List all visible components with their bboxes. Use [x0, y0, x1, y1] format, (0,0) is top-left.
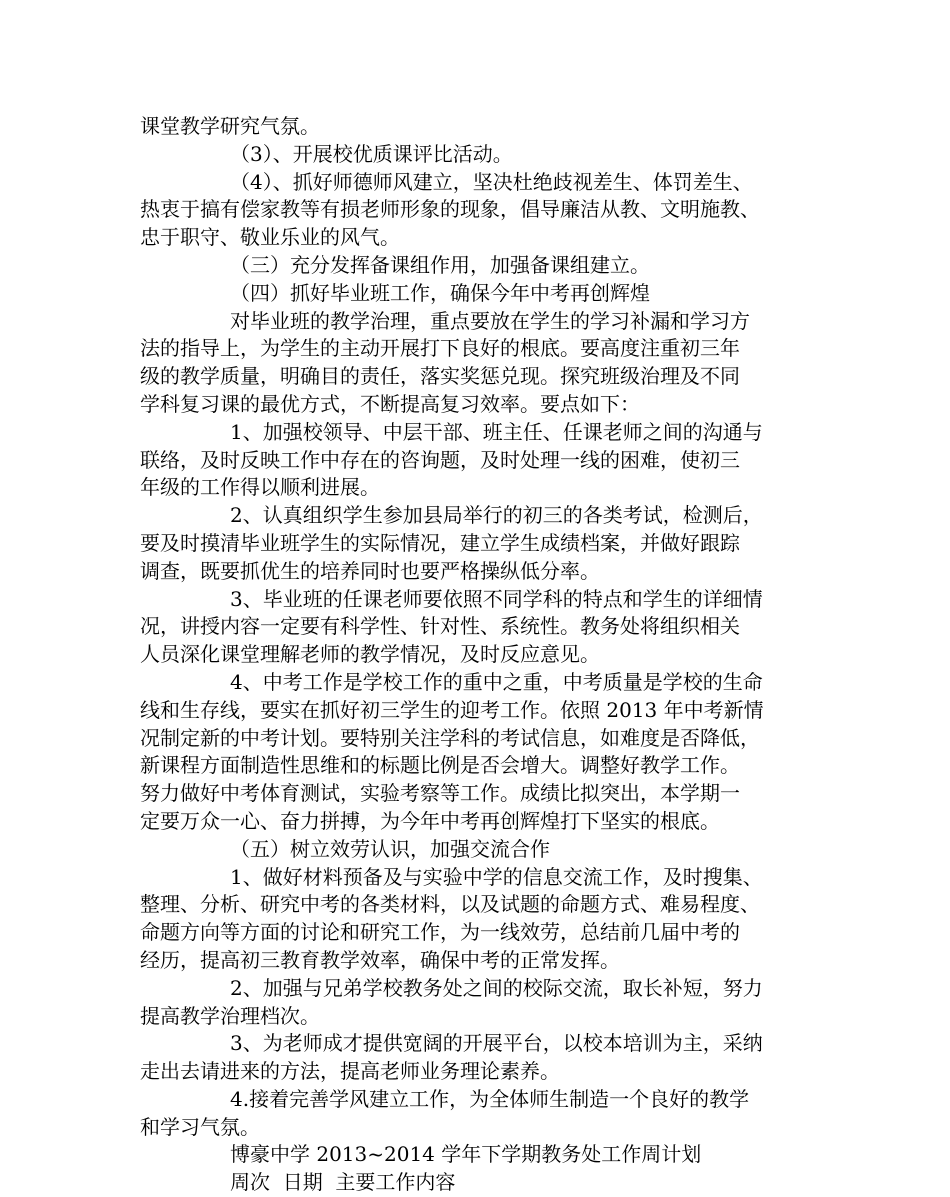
paragraph-line: （五）树立效劳认识，加强交流合作	[230, 836, 550, 861]
paragraph-line: 定要万众一心、奋力拼搏，为今年中考再创辉煌打下坚实的根底。	[140, 808, 720, 833]
paragraph-line: 法的指导上，为学生的主动开展打下良好的根底。要高度注重初三年	[140, 336, 740, 361]
paragraph-line: 忠于职守、敬业乐业的风气。	[140, 225, 400, 250]
paragraph-line: 命题方向等方面的讨论和研究工作，为一线效劳，总结前几届中考的	[140, 920, 740, 945]
paragraph-line: 况，讲授内容一定要有科学性、针对性、系统性。教务处将组织相关	[140, 614, 740, 639]
paragraph-line: 走出去请进来的方法，提高老师业务理论素养。	[140, 1059, 560, 1084]
paragraph-line: 学科复习课的最优方式，不断提高复习效率。要点如下：	[140, 391, 640, 416]
paragraph-line: 人员深化课堂理解老师的教学情况，及时反应意见。	[140, 642, 600, 667]
paragraph-line: 对毕业班的教学治理，重点要放在学生的学习补漏和学习方	[230, 308, 750, 333]
paragraph-line: 课堂教学研究气氛。	[140, 114, 320, 138]
paragraph-line: 2、加强与兄弟学校教务处之间的校际交流，取长补短，努力	[230, 975, 763, 1000]
paragraph-line: 整理、分析、研究中考的各类材料，以及试题的命题方式、难易程度、	[140, 892, 760, 917]
paragraph-line: 努力做好中考体育测试，实验考察等工作。成绩比拟突出，本学期一	[140, 781, 740, 806]
paragraph-line: 热衷于搞有偿家教等有损老师形象的现象，倡导廉洁从教、文明施教、	[140, 197, 760, 222]
paragraph-line: 年级的工作得以顺利进展。	[140, 475, 380, 500]
weekly-plan-table-header: 周次 日期 主要工作内容	[230, 1170, 456, 1195]
paragraph-line: 要及时摸清毕业班学生的实际情况，建立学生成绩档案，并做好跟踪	[140, 530, 740, 555]
paragraph-line: 经历，提高初三教育教学效率，确保中考的正常发挥。	[140, 947, 620, 972]
paragraph-line: 调查，既要抓优生的培养同时也要严格操纵低分率。	[140, 558, 600, 583]
paragraph-line: 4、中考工作是学校工作的重中之重，中考质量是学校的生命	[230, 669, 763, 694]
paragraph-line: （三）充分发挥备课组作用，加强备课组建立。	[230, 252, 650, 277]
paragraph-line: 和学习气氛。	[140, 1114, 260, 1139]
paragraph-line: 新课程方面制造性思维和的标题比例是否会增大。调整好教学工作。	[140, 753, 740, 778]
paragraph-line: 1、做好材料预备及与实验中学的信息交流工作，及时搜集、	[230, 864, 763, 889]
paragraph-line: （四）抓好毕业班工作，确保今年中考再创辉煌	[230, 280, 650, 305]
paragraph-line: 4.接着完善学风建立工作，为全体师生制造一个良好的教学	[230, 1086, 750, 1111]
paragraph-line: 联络，及时反映工作中存在的咨询题，及时处理一线的困难，使初三	[140, 447, 740, 472]
paragraph-line: 级的教学质量，明确目的责任，落实奖惩兑现。探究班级治理及不同	[140, 364, 740, 389]
document-body	[140, 113, 830, 1197]
paragraph-line: 提高教学治理档次。	[140, 1003, 320, 1028]
paragraph-line: （4）、抓好师德师风建立，坚决杜绝歧视差生、体罚差生、	[230, 169, 753, 194]
weekly-plan-title: 博豪中学 2013~2014 学年下学期教务处工作周计划	[230, 1142, 702, 1167]
paragraph-line: （3）、开展校优质课评比活动。	[230, 141, 513, 166]
paragraph-line: 1、加强校领导、中层干部、班主任、任课老师之间的沟通与	[230, 419, 763, 444]
paragraph-line: 况制定新的中考计划。要特别关注学科的考试信息，如难度是否降低，	[140, 725, 760, 750]
paragraph-line: 3、毕业班的任课老师要依照不同学科的特点和学生的详细情	[230, 586, 763, 611]
paragraph-line: 线和生存线，要实在抓好初三学生的迎考工作。依照 2013 年中考新情	[140, 697, 764, 722]
paragraph-line: 2、认真组织学生参加县局举行的初三的各类考试，检测后，	[230, 503, 763, 528]
paragraph-line: 3、为老师成才提供宽阔的开展平台，以校本培训为主，采纳	[230, 1031, 763, 1056]
